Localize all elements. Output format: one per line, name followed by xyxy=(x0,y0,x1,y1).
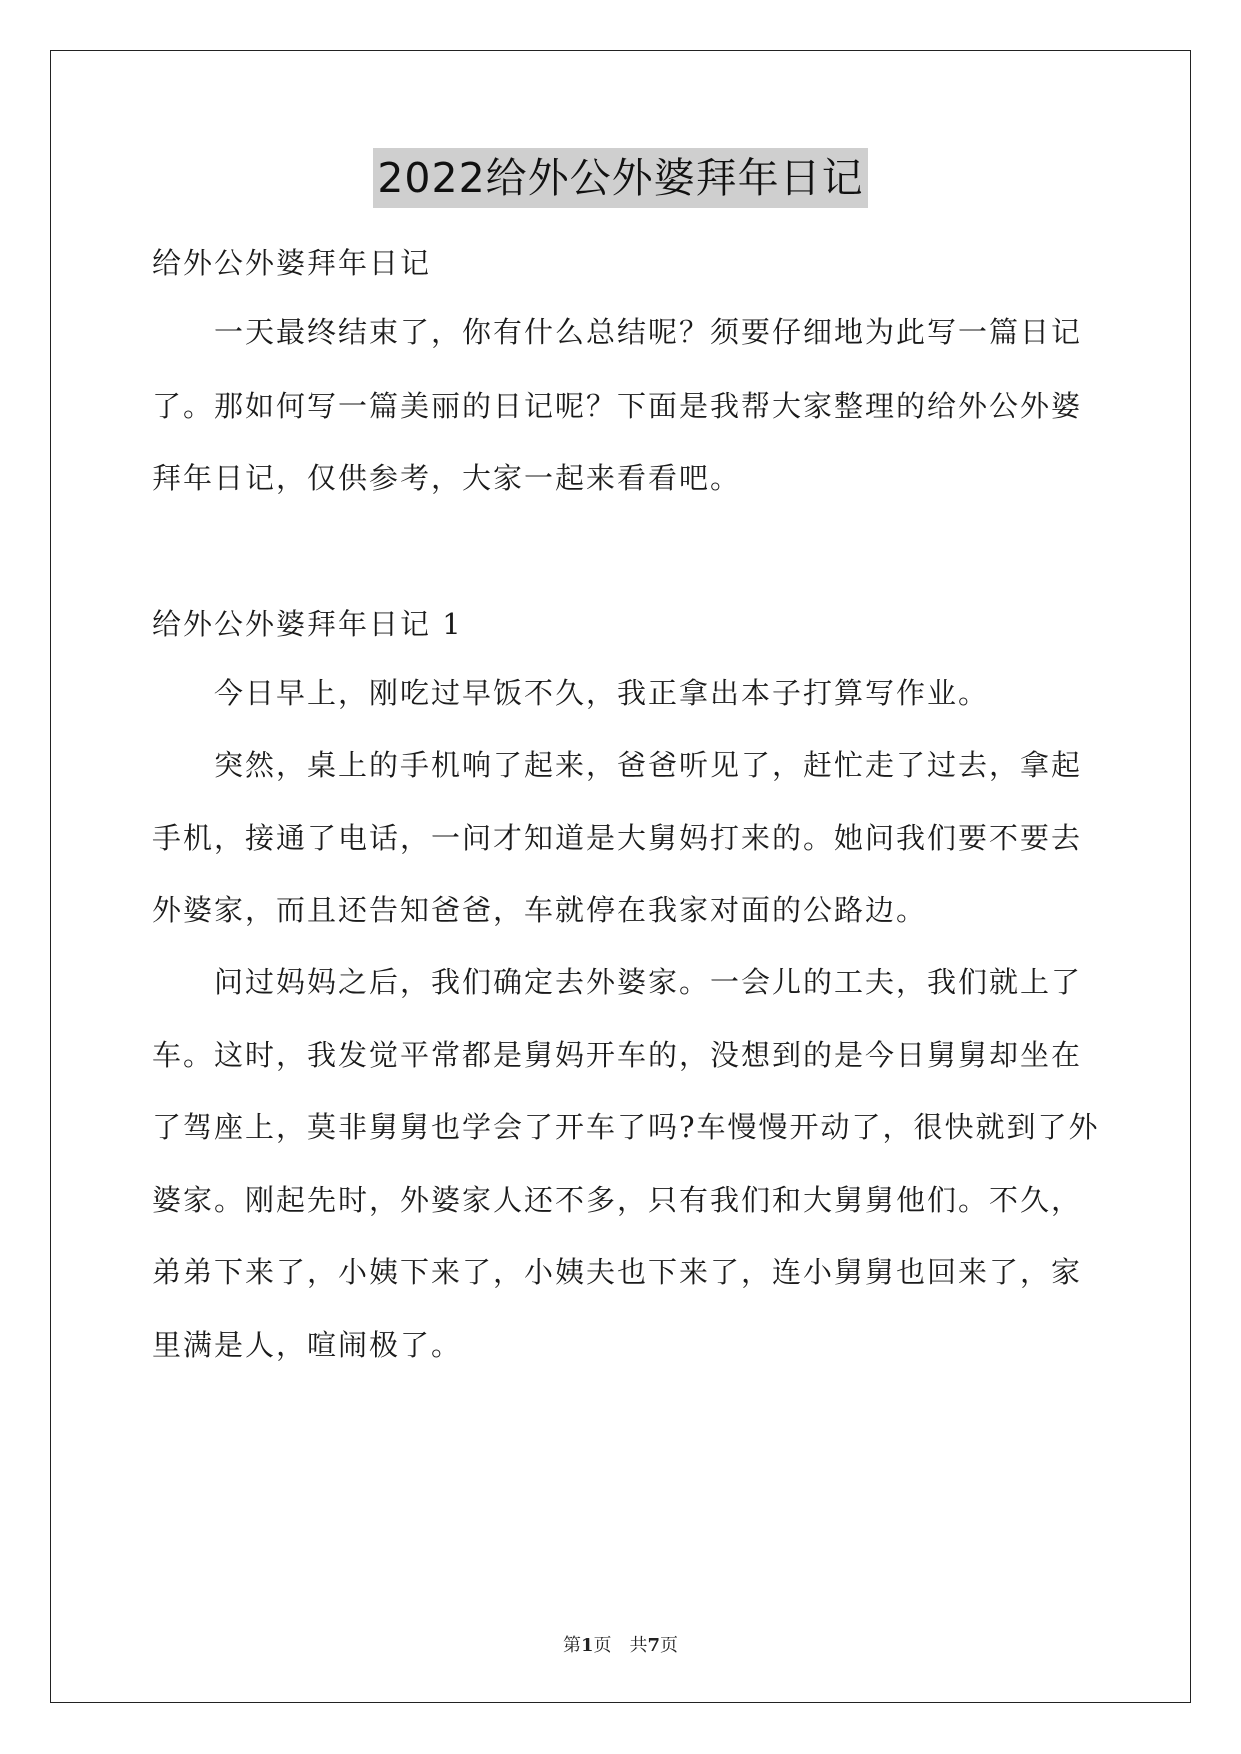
section-heading: 给外公外婆拜年日记 1 xyxy=(152,607,463,641)
body-line: 了驾座上，莫非舅舅也学会了开车了吗?车慢慢开动了，很快就到了外 xyxy=(152,1110,1100,1144)
page-number xyxy=(0,1634,1241,1658)
intro-line: 了。那如何写一篇美丽的日记呢？下面是我帮大家整理的给外公外婆 xyxy=(152,389,1083,423)
document-subtitle: 给外公外婆拜年日记 xyxy=(152,246,432,280)
page-prefix: 第 xyxy=(562,1635,581,1656)
body-line: 婆家。刚起先时，外婆家人还不多，只有我们和大舅舅他们。不久， xyxy=(152,1183,1083,1217)
body-line: 问过妈妈之后，我们确定去外婆家。一会儿的工夫，我们就上了 xyxy=(214,965,1083,999)
body-line: 手机，接通了电话，一问才知道是大舅妈打来的。她问我们要不要去 xyxy=(152,821,1083,855)
page-total: 7 xyxy=(647,1635,661,1656)
page-current: 1 xyxy=(580,1635,594,1656)
body-line: 今日早上，刚吃过早饭不久，我正拿出本子打算写作业。 xyxy=(214,676,990,710)
body-line: 里满是人，喧闹极了。 xyxy=(152,1328,463,1362)
intro-line: 一天最终结束了，你有什么总结呢？须要仔细地为此写一篇日记 xyxy=(214,315,1083,349)
document-title: 2022给外公外婆拜年日记 xyxy=(373,148,867,208)
body-line: 车。这时，我发觉平常都是舅妈开车的，没想到的是今日舅舅却坐在 xyxy=(152,1038,1083,1072)
intro-line: 拜年日记，仅供参考，大家一起来看看吧。 xyxy=(152,461,742,495)
body-line: 突然，桌上的手机响了起来，爸爸听见了，赶忙走了过去，拿起 xyxy=(214,748,1083,782)
title-container xyxy=(0,148,1241,208)
page-mid: 页 共 xyxy=(593,1635,648,1656)
body-line: 外婆家，而且还告知爸爸，车就停在我家对面的公路边。 xyxy=(152,893,928,927)
page-border xyxy=(50,50,1191,1703)
page-suffix: 页 xyxy=(660,1635,679,1656)
body-line: 弟弟下来了，小姨下来了，小姨夫也下来了，连小舅舅也回来了，家 xyxy=(152,1255,1083,1289)
